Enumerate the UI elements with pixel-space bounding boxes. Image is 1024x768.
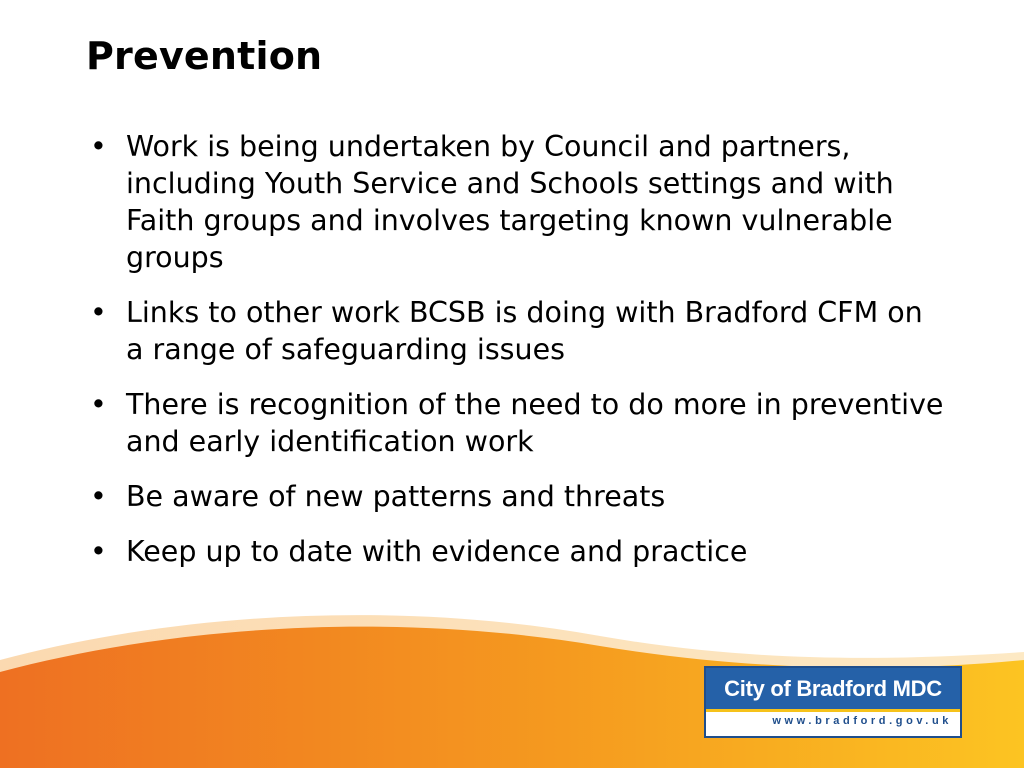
bullet-text: Be aware of new patterns and threats: [126, 480, 666, 513]
bullet-text: There is recognition of the need to do more in preventive and early identification work: [126, 388, 944, 458]
bullet-item: [86, 128, 946, 276]
bullet-marker: •: [90, 535, 107, 568]
bullet-marker: •: [90, 130, 107, 163]
council-logo: [704, 666, 962, 738]
bullet-marker: •: [90, 296, 107, 329]
bullet-item: [86, 386, 946, 460]
bullet-marker: •: [90, 388, 107, 421]
logo-name: City of Bradford MDC: [706, 668, 960, 712]
bullet-item: [86, 533, 946, 570]
slide-title: Prevention: [86, 34, 323, 78]
bullet-text: Keep up to date with evidence and practice: [126, 535, 748, 568]
bullet-item: [86, 294, 946, 368]
bullet-text: Links to other work BCSB is doing with Bradford CFM on a range of safeguarding issues: [126, 296, 923, 366]
bullet-item: [86, 478, 946, 515]
bullet-text: Work is being undertaken by Council and partners, including Youth Service and Schools settings and with Faith groups and involves targeting known vulnerable groups: [126, 130, 894, 274]
logo-url: www.bradford.gov.uk: [772, 715, 952, 727]
bullet-list: [86, 128, 946, 588]
bullet-marker: •: [90, 480, 107, 513]
